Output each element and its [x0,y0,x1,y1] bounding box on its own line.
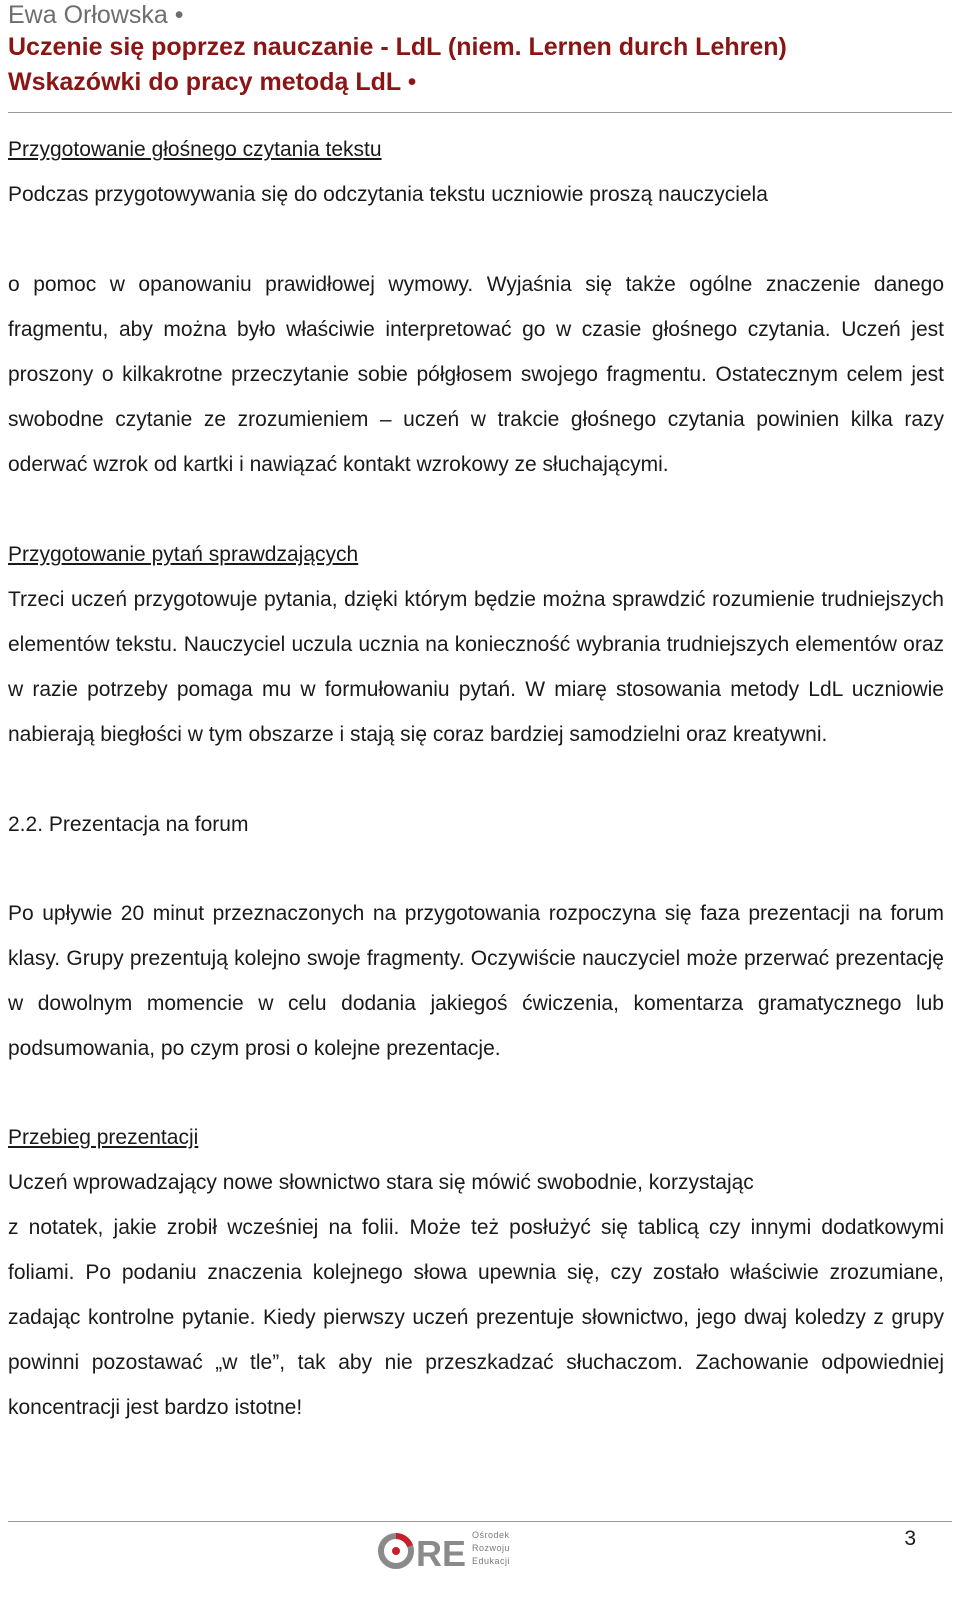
logo-caption-line: Rozwoju [472,1543,511,1553]
logo-caption-line: Edukacji [472,1556,511,1566]
logo-caption [472,1529,510,1568]
section-heading-forum: 2.2. Prezentacja na forum [8,813,249,836]
section-heading-reading-prep: Przygotowanie głośnego czytania tekstu [8,138,382,161]
paragraph-line: Podczas przygotowywania się do odczytania tekstu uczniowie proszą nauczyciela [8,183,768,206]
document-title: Uczenie się poprzez nauczanie - LdL (niem. Lernen durch Lehren) [8,33,787,61]
section-heading-presentation: Przebieg prezentacji [8,1126,199,1149]
header-divider [8,112,952,113]
document-subtitle [8,65,952,100]
page-number: 3 [904,1527,916,1550]
logo-wordmark: RE [416,1533,467,1572]
paragraph-forum: Po upływie 20 minut przeznaczonych na przygotowania rozpoczyna się faza prezentacji na forum klasy. Grupy prezentują kolejno swoje fragmenty. Oczywiście nauczyciel może przerwać prezentację w dowolnym momencie w celu dodania jakiegoś ćwiczenia, komentarza gramatycznego lub podsumowania, po czym prosi o kolejne prezentacje. [8,902,944,1060]
paragraph-reading-prep: o pomoc w opanowaniu prawidłowej wymowy. Wyjaśnia się także ogólne znaczenie danego fragmentu, aby można było właściwie interpretować go w czasie głośnego czytania. Uczeń jest proszony o kilkakrotne przeczytanie sobie półgłosem swojego fragmentu. Ostatecznym celem jest swobodne czytanie ze zrozumieniem – uczeń w trakcie głośnego czytania powinien kilka razy oderwać wzrok od kartki i nawiązać kontakt wzrokowy ze słuchającymi. [8,273,944,476]
paragraph-questions: Trzeci uczeń przygotowuje pytania, dzięki którym będzie można sprawdzić rozumienie trudniejszych elementów tekstu. Nauczyciel uczula ucznia na konieczność wybrania trudniejszych elementów oraz w razie potrzeby pomaga mu w formułowaniu pytań. W miarę stosowania metody LdL uczniowie nabierają biegłości w tym obszarze i stają się coraz bardziej samodzielni oraz kreatywni. [8,588,944,746]
footer-divider [8,1521,952,1522]
paragraph-spacer [8,757,944,802]
subtitle-bullet: • [407,68,417,96]
logo-caption-line: Ośrodek [472,1530,510,1540]
author-line [8,0,952,30]
paragraph-spacer [8,487,944,532]
author-name: Ewa Orłowska [8,1,168,29]
paragraph-presentation: z notatek, jakie zrobił wcześniej na folii. Może też posłużyć się tablicą czy innymi dodatkowymi foliami. Po podaniu znaczenia kolejnego słowa upewnia się, czy zostało właściwie zrozumiane, zadając kontrolne pytanie. Kiedy pierwszy uczeń prezentuje słownictwo, jego dwaj koledzy z grupy powinni pozostawać „w tle”, tak aby nie przeszkadzać słuchaczom. Zachowanie odpowiedniej koncentracji jest bardzo istotne! [8,1216,944,1419]
page-header [8,0,952,100]
subtitle-text: Wskazówki do pracy metodą LdL [8,68,401,96]
paragraph-line: Uczeń wprowadzający nowe słownictwo stara się mówić swobodnie, korzystając [8,1171,754,1194]
paragraph-spacer [8,217,944,262]
paragraph-spacer [8,1071,944,1115]
section-heading-questions: Przygotowanie pytań sprawdzających [8,543,359,566]
document-body [8,127,944,1430]
author-bullet: • [174,1,184,29]
paragraph-spacer [8,847,944,891]
